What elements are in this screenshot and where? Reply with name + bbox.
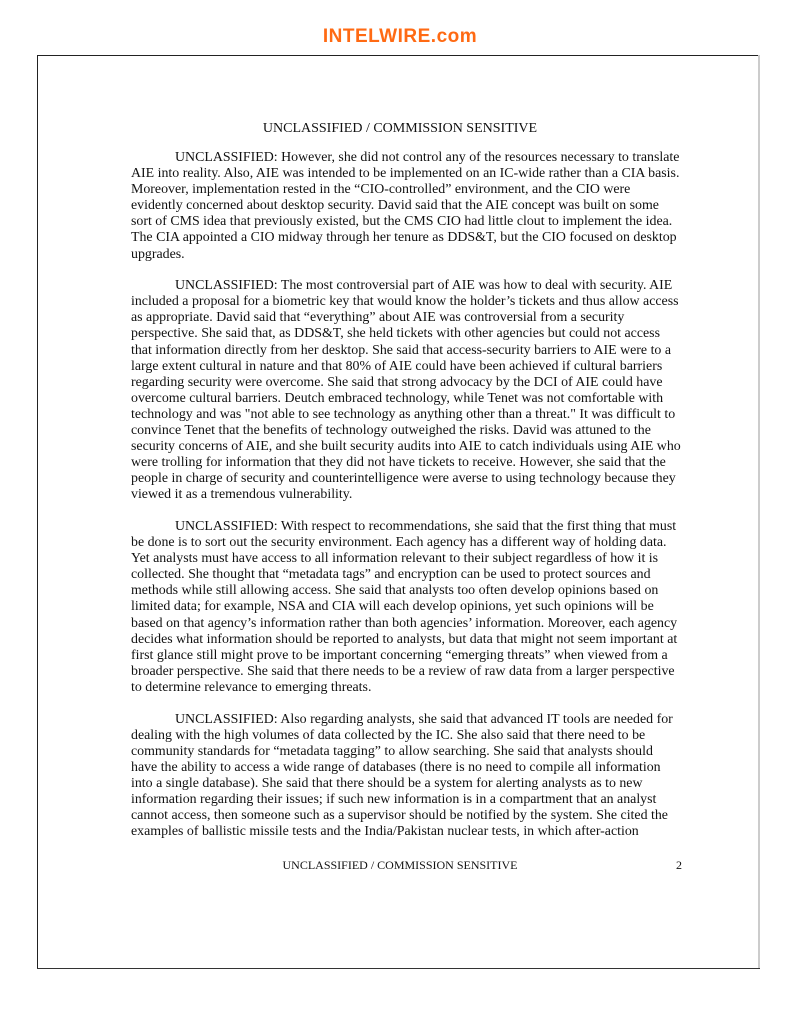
document-body <box>131 150 681 856</box>
page-frame-bottom-edge <box>37 968 760 969</box>
intelwire-logo: INTELWIRE.com <box>322 26 478 47</box>
classification-footer: UNCLASSIFIED / COMMISSION SENSITIVE <box>282 858 518 872</box>
page-number: 2 <box>676 858 682 872</box>
page-frame-right-edge <box>758 55 760 969</box>
paragraph-3: UNCLASSIFIED: With respect to recommendations, she said that the first thing that must be done is to sort out the security environment. Each agency has a different way of holding data. Yet analysts must have access to all information relevant to their subject regardless of how it is collected. She thought that “metadata tags” and encryption can be used to protect sources and methods while still allowing access. She said that analysts too often develop opinions based on limited data; for example, NSA and CIA will each develop opinions, yet such opinions will be based on that agency’s information rather than both agencies’ information. Moreover, each agency decides what information should be reported to analysts, but data that might not seem important at first glance still might prove to be important concerning “emerging threats” when viewed from a broader perspective. She said that there needs to be a review of raw data from a larger perspective to determine relevance to emerging threats. <box>131 518 678 695</box>
paragraph-4: UNCLASSIFIED: Also regarding analysts, she said that advanced IT tools are needed for dealing with the high volumes of data collected by the IC. She also said that there need to be community standards for “metadata tagging” to allow searching. She said that analysts should have the ability to access a wide range of databases (there is no need to compile all information into a single database). She said that there should be a system for alerting analysts as to new information regarding their issues; if such new information is in a compartment that an analyst cannot access, then someone such as a supervisor should be notified by the system. She cited the examples of ballistic missile tests and the India/Pakistan nuclear tests, in which after-action <box>131 711 673 840</box>
paragraph-2: UNCLASSIFIED: The most controversial part of AIE was how to deal with security. AIE included a proposal for a biometric key that would know the holder’s tickets and thus allow access as appropriate. David said that “everything” about AIE was controversial from a security perspective. She said that, as DDS&T, she held tickets with other agencies but could not access that information directly from her desktop. She said that access-security barriers to AIE were to a large extent cultural in nature and that 80% of AIE could have been achieved if cultural barriers regarding security were overcome. She said that strong advocacy by the DCI of AIE could have overcome cultural barriers. Deutch embraced technology, while Tenet was not comfortable with technology and was "not able to see technology as anything other than a threat." It was difficult to convince Tenet that the benefits of technology outweighed the risks. David was attuned to the security concerns of AIE, and she built security audits into AIE to catch individuals using AIE who were trolling for information that they did not have tickets to receive. However, she said that the people in charge of security and counterintelligence were averse to using technology because they viewed it as a tremendous vulnerability. <box>131 278 681 503</box>
classification-header: UNCLASSIFIED / COMMISSION SENSITIVE <box>262 121 538 136</box>
paragraph-1: UNCLASSIFIED: However, she did not control any of the resources necessary to translate AIE into reality. Also, AIE was intended to be implemented on an IC-wide rather than a CIA basis. Moreover, implementation rested in the “CIO-controlled” environment, and the CIO were evidently concerned about desktop security. David said that the AIE concept was built on some sort of CMS idea that previously existed, but the CMS CIO had little clout to implement the idea. The CIA appointed a CIO midway through her tenure as DDS&T, but the CIO focused on desktop upgrades. <box>131 150 680 262</box>
